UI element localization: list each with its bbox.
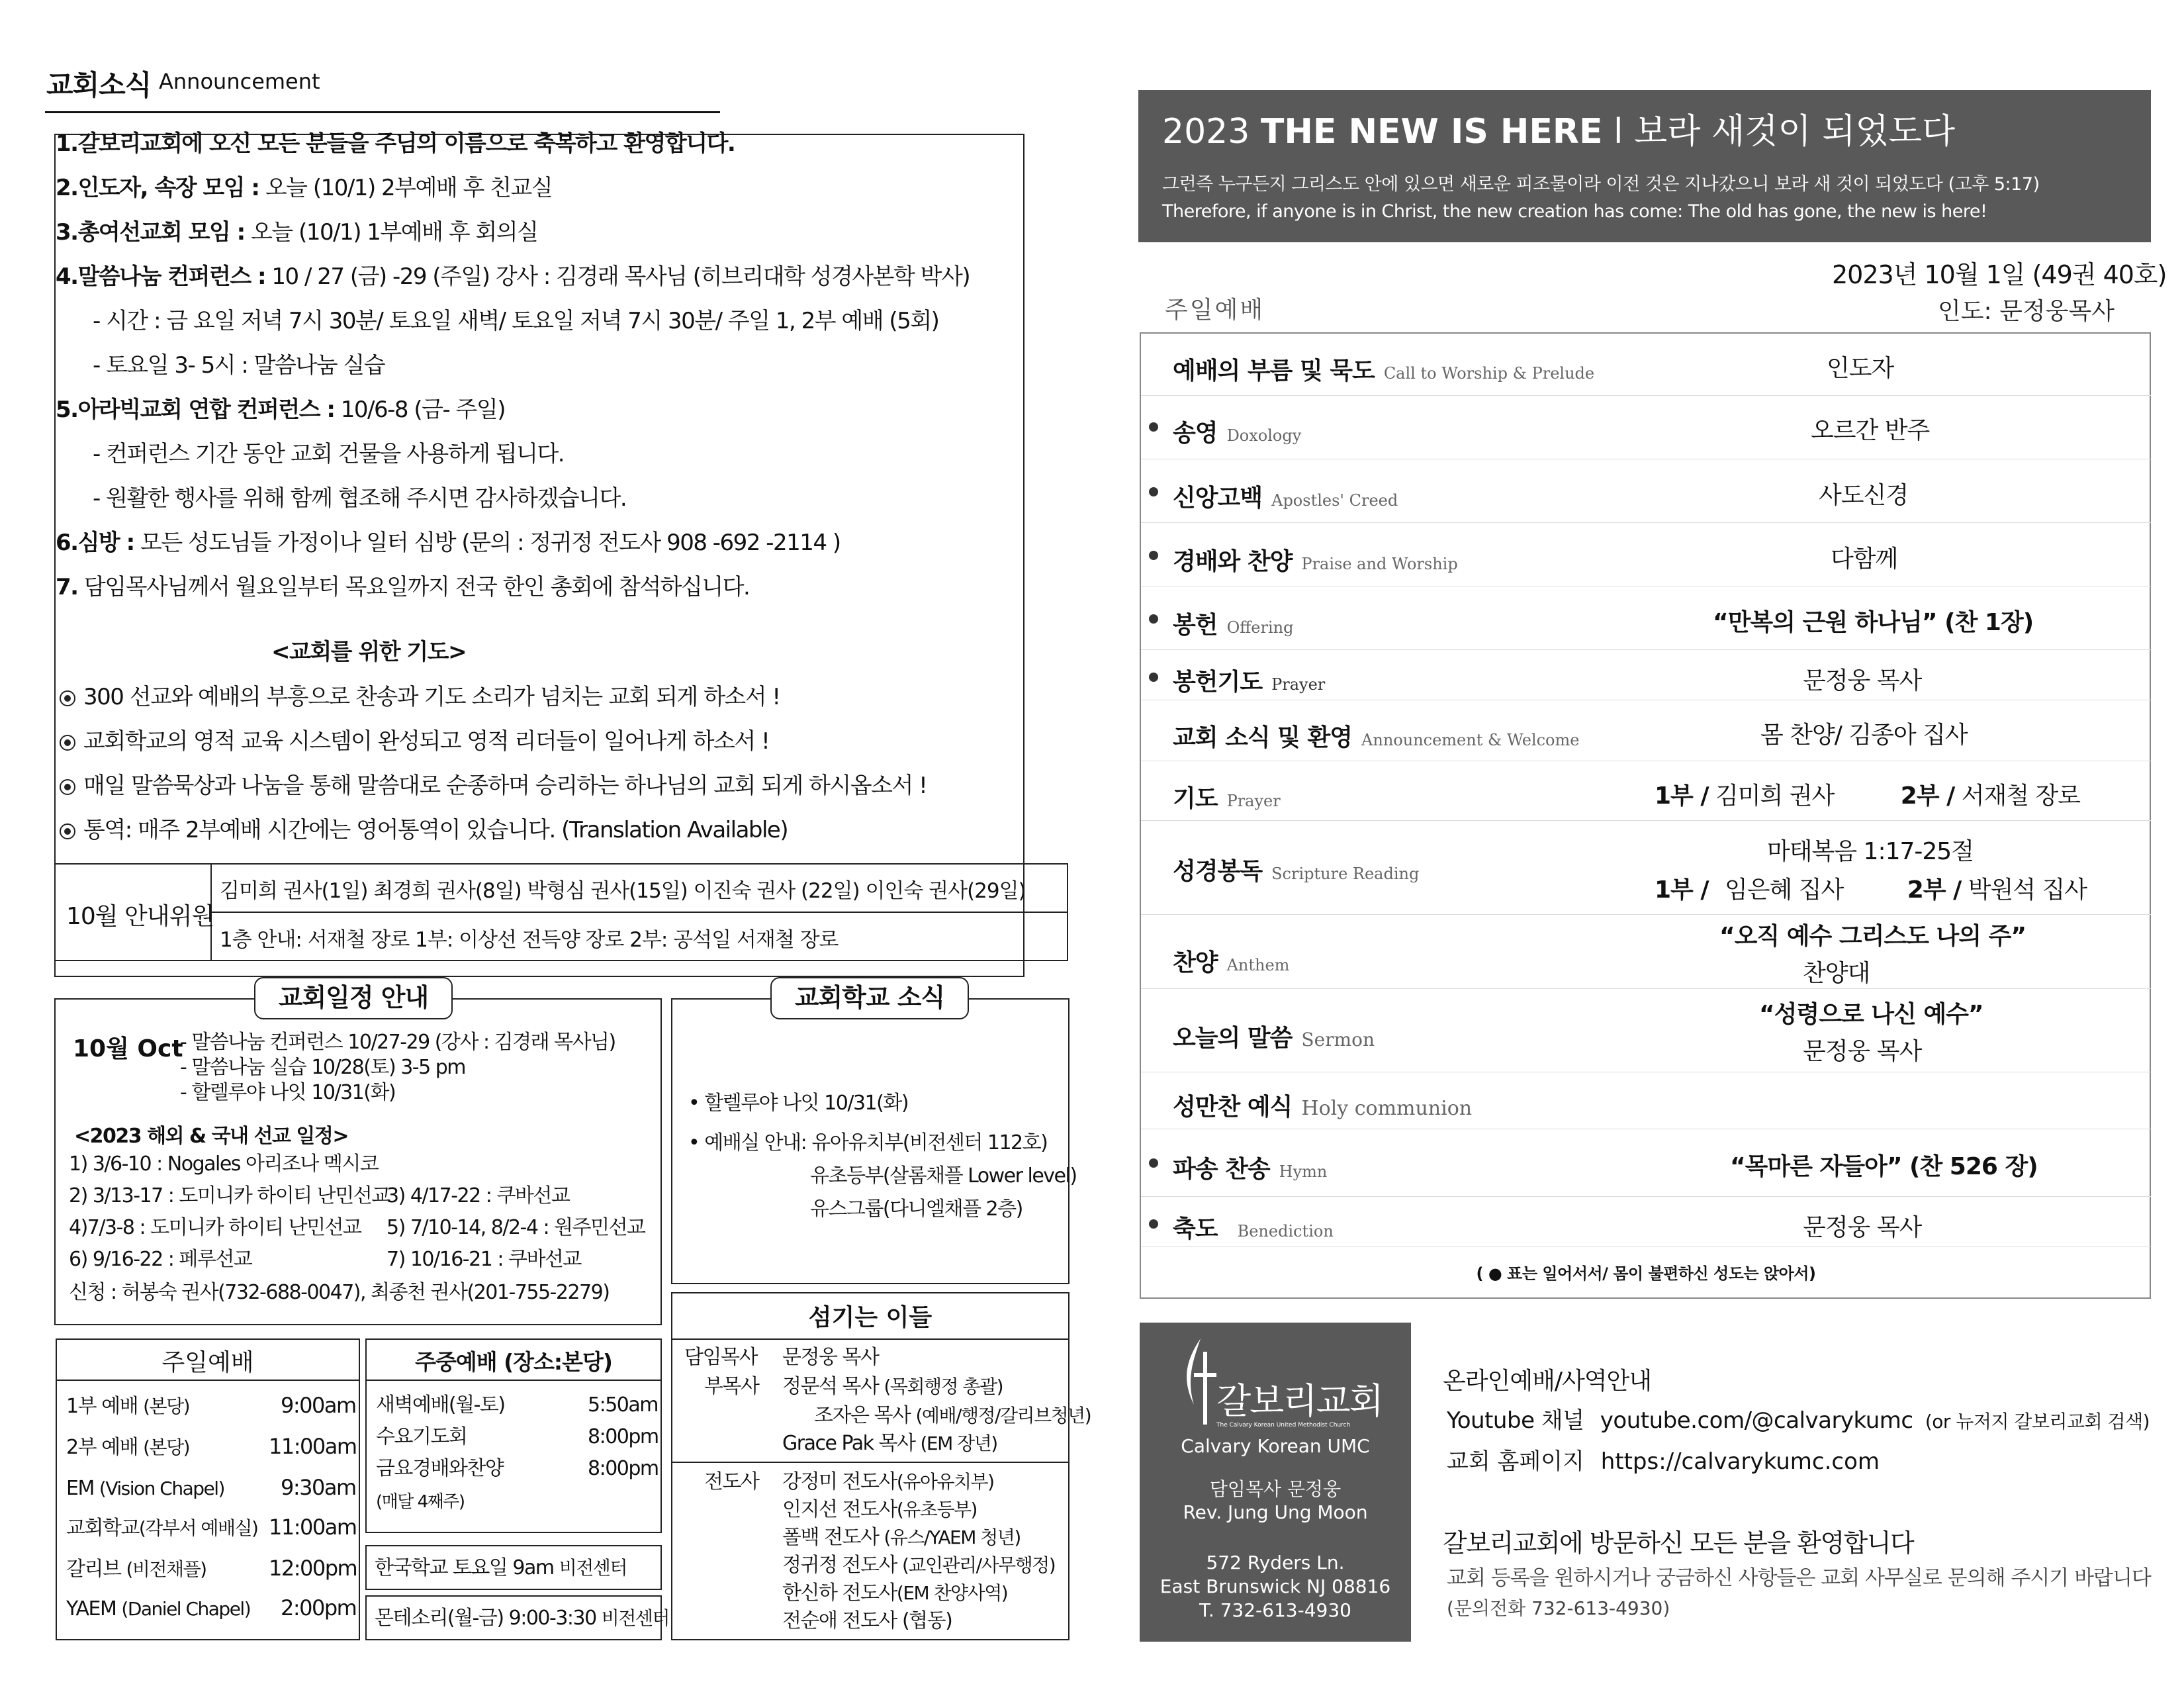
schedule-month: 10월 Oct (73, 1035, 183, 1062)
church-name: Calvary Korean UMC (1181, 1435, 1370, 1457)
pastor-en: Rev. Jung Ung Moon (1183, 1501, 1368, 1523)
order-row (1141, 650, 2151, 700)
service-2-label: 2부 / (1900, 782, 1955, 810)
servant-note: (예배/행정/갈리브청년) (915, 1405, 1091, 1427)
order-en: Call to Worship & Prelude (1383, 364, 1595, 383)
mission-item: 1) 3/6-10 : Nogales 아리조나 멕시코 (69, 1152, 379, 1176)
order-row (1141, 700, 2151, 761)
sunday-time: 11:00am (269, 1434, 357, 1459)
announcement-4-practice (93, 354, 385, 377)
prayer-text: 통역: 매주 2부예배 시간에는 영어통역이 있습니다. (Translation Available) (83, 817, 788, 843)
address-line-1: 572 Ryders Ln. (1206, 1552, 1345, 1573)
weekday-row-time: 8:00pm (588, 1425, 659, 1448)
sunday-time: 9:00am (281, 1393, 356, 1418)
theme-banner (1138, 90, 2151, 242)
order-ko: 파송 찬송 (1173, 1156, 1270, 1183)
order-label (1173, 352, 1594, 386)
sunday-row (66, 1438, 189, 1458)
sunday-row-name: EM (66, 1477, 94, 1500)
servant-note: (유스/YAEM 청년) (884, 1526, 1021, 1548)
announcement-text: 담임목사님께서 월요일부터 목요일까지 전국 한인 총회에 참석하십니다. (83, 574, 750, 600)
youtube-row (1447, 1402, 2150, 1434)
service-1-name: 김미희 권사 (1715, 782, 1835, 810)
order-label (1173, 1019, 1375, 1053)
banner-title-ko: 보라 새것이 되었도다 (1634, 112, 1956, 152)
banner-verse-ko: 그런즉 누구든지 그리스도 안에 있으면 새로운 피조물이라 이전 것은 지나갔으니 보라 새 것이 되었도다 (고후 5:17) (1162, 174, 2040, 195)
sunday-time: 11:00am (269, 1515, 357, 1540)
order-label (1173, 853, 1419, 886)
stand-bullet-icon (1149, 673, 1158, 682)
order-row (1141, 1129, 2151, 1197)
stand-bullet-icon (1149, 1158, 1158, 1168)
online-title: 온라인예배/사역안내 (1443, 1368, 1652, 1395)
announcement-title: 인도자, 속장 모임 : (77, 175, 259, 201)
montessori (375, 1609, 669, 1628)
order-ko: 오늘의 말씀 (1173, 1025, 1293, 1052)
school-item: • 할렐루야 나잇 10/31(화) (688, 1092, 909, 1115)
servant-note: (유아유치부) (896, 1471, 994, 1493)
mission-item: 2) 3/13-17 : 도미니카 하이티 난민선교 (69, 1184, 390, 1207)
announcement-7 (56, 576, 749, 598)
mission-title: <2023 해외 & 국내 선교 일정> (74, 1125, 348, 1148)
bulletin-date: 2023년 10월 1일 (49권 40호) (1832, 260, 2167, 289)
korean-school-place: 비전센터 (559, 1557, 627, 1579)
sunday-row (66, 1599, 250, 1619)
order-en: Offering (1226, 618, 1294, 637)
announcement-3 (56, 221, 537, 244)
order-label (1173, 1210, 1334, 1244)
servants-divider (671, 1338, 1069, 1340)
korean-school (375, 1558, 627, 1578)
servant-name (782, 1528, 1021, 1548)
weekday-divider (365, 1380, 662, 1381)
service-1-name: 임은혜 집사 (1724, 876, 1844, 904)
homepage-row (1447, 1443, 1880, 1476)
announcement-num: 2. (56, 175, 78, 201)
servant-name-text: 전순애 전도사 (협동) (782, 1609, 952, 1632)
order-label (1173, 543, 1458, 577)
sunday-row-place: (각부서 예배실) (138, 1517, 258, 1539)
sunday-time: 2:00pm (281, 1595, 357, 1620)
servants-title: 섬기는 이들 (808, 1304, 933, 1331)
sunday-row-name: 교회학교 (66, 1517, 139, 1540)
order-value: 몸 찬양/ 김종아 집사 (1760, 722, 1968, 749)
announcement-5-a (93, 443, 564, 465)
announcement-5-b (93, 487, 626, 510)
youtube-label: Youtube 채널 (1447, 1407, 1584, 1434)
sunday-time: 9:30am (281, 1475, 356, 1500)
servant-name (782, 1583, 1007, 1603)
school-item: 유스그룹(다니엘채플 2층) (810, 1197, 1023, 1221)
order-row (1141, 989, 2151, 1072)
servant-name (782, 1434, 997, 1454)
servant-name-text: 정문석 목사 (782, 1375, 879, 1398)
order-en: Prayer (1226, 792, 1281, 810)
weekday-row-name: 새벽예배(월-토) (376, 1393, 505, 1417)
announcement-num: 5. (56, 397, 78, 423)
servant-name-text: Grace Pak 목사 (782, 1432, 915, 1455)
mission-item: 5) 7/10-14, 8/2-4 : 원주민선교 (387, 1216, 645, 1239)
prayer-text: 300 선교와 예배의 부흥으로 찬송과 기도 소리가 넘치는 교회 되게 하소서 ! (83, 684, 780, 710)
announcement-title: 심방 : (77, 530, 134, 556)
stand-bullet-icon (1149, 551, 1158, 560)
announcement-header-ko: 교회소식 (46, 69, 152, 101)
order-row (1141, 396, 2151, 459)
announcement-1 (56, 132, 735, 155)
servant-name (814, 1406, 1091, 1426)
order-label (1173, 780, 1281, 814)
announcement-text: 모든 성도님들 가정이나 일터 심방 (문의 : 정귀정 전도사 908 -692 -2114 ) (140, 530, 841, 556)
order-en: Doxology (1226, 426, 1302, 445)
prayer-item (60, 819, 788, 841)
prayer-title: <교회를 위한 기도> (271, 639, 467, 665)
sunday-time: 12:00pm (269, 1556, 357, 1581)
sunday-row-name: 갈리브 (66, 1558, 121, 1581)
order-ko: 축도 (1173, 1215, 1218, 1243)
order-value: 사도신경 (1819, 482, 1909, 509)
order-en: Sermon (1301, 1029, 1375, 1051)
sunday-row-place: (본당) (143, 1395, 190, 1417)
order-label (1173, 663, 1325, 697)
announcement-2 (56, 177, 552, 199)
order-value: 인도자 (1827, 355, 1894, 382)
announcement-text: 10 / 27 (금) -29 (주일) 강사 : 김경래 목사님 (히브리대학 성경사본학 박사) (271, 263, 970, 290)
order-row (1141, 915, 2151, 989)
weekday-row-name: 금요경배와찬양 (376, 1457, 504, 1480)
order-value: 마태복음 1:17-25절 (1767, 838, 1974, 865)
sunday-row-place: (Daniel Chapel) (121, 1598, 251, 1620)
servant-note: (EM 찬양사역) (896, 1582, 1008, 1604)
homepage-label: 교회 홈페이지 (1447, 1448, 1584, 1475)
announcement-text: 오늘 (10/1) 1부예배 후 회의실 (251, 219, 538, 246)
announcement-text: - 토요일 3- 5시 : 말씀나눔 실습 (93, 352, 385, 379)
servant-note: (목회행정 총괄) (884, 1376, 1003, 1397)
order-value: 문정웅 목사 (1803, 667, 1922, 694)
sunday-divider (56, 1380, 360, 1381)
mission-item: 6) 9/16-22 : 페루선교 (69, 1248, 252, 1271)
school-item: • 예배실 안내: 유아유치부(비전센터 112호) (688, 1131, 1048, 1154)
mission-item: 4)7/3-8 : 도미니카 하이티 난민선교 (69, 1216, 361, 1239)
servant-name-text: 정귀정 전도사 (782, 1554, 897, 1577)
logo-text-ko: 갈보리교회 (1216, 1380, 1383, 1422)
order-en: Apostles' Creed (1271, 491, 1398, 510)
banner-year: 2023 (1162, 112, 1250, 152)
order-label (1173, 606, 1293, 640)
ushers-row-2: 1층 안내: 서재철 장로 1부: 이상선 전득양 장로 2부: 공석일 서재철 장로 (220, 928, 839, 952)
announcement-num: 4. (56, 263, 78, 290)
ushers-label: 10월 안내위원 (66, 903, 214, 930)
announcement-title: 총여선교회 모임 : (77, 219, 245, 246)
servant-name (782, 1377, 1003, 1397)
address-line-2: East Brunswick NJ 08816 (1160, 1575, 1391, 1597)
order-label (1173, 719, 1579, 753)
order-ko: 봉헌 (1173, 612, 1218, 639)
announcement-text: 10/6-8 (금- 주일) (340, 397, 505, 423)
stand-note: ( ● 표는 일어서서/ 몸이 불편하신 성도는 앉아서) (1476, 1264, 1816, 1283)
sunday-row-place: (Vision Chapel) (99, 1477, 224, 1499)
servant-name-text: 조자은 목사 (814, 1404, 911, 1427)
church-card (1140, 1323, 1411, 1642)
servant-name-text: 강정미 전도사 (782, 1470, 897, 1493)
announcement-title: 말씀나눔 컨퍼런스 : (77, 263, 266, 290)
order-en: Announcement & Welcome (1361, 731, 1580, 749)
service-1-label: 1부 / (1655, 876, 1709, 904)
order-ko: 봉헌기도 (1173, 669, 1263, 696)
sunday-row (66, 1560, 206, 1579)
order-ko: 교회 소식 및 환영 (1173, 724, 1353, 751)
target-icon (60, 690, 75, 706)
announcement-4-time (93, 310, 938, 332)
prayer-assignments (1655, 777, 2080, 811)
servant-name-text: 인지선 전도사 (782, 1498, 897, 1521)
sunday-row (66, 1479, 224, 1499)
banner-title-en: THE NEW IS HERE (1260, 112, 1603, 152)
order-row (1141, 821, 2151, 915)
order-en: Anthem (1226, 956, 1290, 974)
prayer-item (60, 730, 769, 753)
weekday-row-name: 수요기도회 (376, 1425, 467, 1448)
sunday-title: 주일예배 (161, 1349, 254, 1376)
servant-role: 담임목사 (684, 1346, 757, 1369)
order-en: Scripture Reading (1271, 865, 1420, 883)
youtube-link[interactable]: youtube.com/@calvarykumc (1600, 1407, 1913, 1434)
order-en: Prayer (1271, 675, 1326, 694)
announcement-num: 3. (56, 219, 78, 246)
stand-bullet-icon (1149, 422, 1158, 432)
mission-signup: 신청 : 허봉숙 권사(732-688-0047), 최종천 권사(201-755-2279) (69, 1281, 610, 1304)
order-row (1141, 1072, 2151, 1129)
schedule-title: 교회일정 안내 (254, 977, 453, 1019)
order-ko: 송영 (1173, 420, 1218, 447)
worship-leader: 인도: 문정웅목사 (1938, 298, 2115, 325)
announcement-text: 오늘 (10/1) 2부예배 후 친교실 (265, 175, 553, 201)
announcement-text: - 시간 : 금 요일 저녁 7시 30분/ 토요일 새벽/ 토요일 저녁 7시 30분/ 주일 1, 2부 예배 (5회) (93, 308, 939, 334)
order-en: Hymn (1279, 1162, 1328, 1181)
servant-note: (유초등부) (896, 1499, 977, 1521)
sermon-sub: 문정웅 목사 (1803, 1038, 1922, 1065)
order-row (1141, 761, 2151, 821)
school-title: 교회학교 소식 (770, 977, 969, 1019)
montessori-text: 몬테소리(월-금) 9:00-3:30 (375, 1607, 596, 1630)
order-en: Praise and Worship (1301, 555, 1458, 573)
order-row (1141, 334, 2151, 396)
schedule-item: - 말씀나눔 실습 10/28(토) 3-5 pm (180, 1056, 465, 1079)
school-item: 유초등부(살롬채플 Lower level) (810, 1164, 1077, 1188)
sunday-row (66, 1519, 257, 1538)
announcement-num: 7. (56, 574, 78, 600)
servant-name (782, 1472, 994, 1492)
target-icon (60, 779, 75, 795)
order-ko: 찬양 (1173, 949, 1218, 976)
announcement-text: - 컨퍼런스 기간 동안 교회 건물을 사용하게 됩니다. (93, 441, 565, 467)
stand-bullet-icon (1149, 614, 1158, 624)
banner-verse-en: Therefore, if anyone is in Christ, the new creation has come: The old has gone, the new is here! (1162, 201, 1987, 222)
weekday-title: 주중예배 (장소:본당) (415, 1349, 612, 1375)
order-label (1173, 1150, 1327, 1184)
prayer-item (60, 686, 780, 708)
prayer-item (60, 774, 927, 797)
prayer-text: 교회학교의 영적 교육 시스템이 완성되고 영적 리더들이 일어나게 하소서 ! (83, 728, 770, 755)
order-ko: 신앙고백 (1173, 485, 1263, 512)
order-value: “성령으로 나신 예수” (1759, 1001, 1983, 1028)
order-ko: 예배의 부름 및 묵도 (1173, 357, 1375, 385)
announcement-title: 갈보리교회에 오신 모든 분들을 주님의 이름으로 축복하고 환영합니다. (77, 130, 735, 157)
target-icon (60, 735, 75, 751)
order-value: 오르간 반주 (1811, 417, 1930, 444)
welcome-title: 갈보리교회에 방문하신 모든 분을 환영합니다 (1443, 1528, 1914, 1558)
order-row (1141, 1197, 2151, 1247)
anthem-sub: 찬양대 (1803, 960, 1870, 987)
servant-role: 부목사 (704, 1375, 759, 1398)
mission-item: 3) 4/17-22 : 쿠바선교 (387, 1184, 570, 1207)
announcement-title: 아라빅교회 연합 컨퍼런스 : (77, 397, 335, 423)
ushers-divider-h (210, 912, 1068, 913)
logo-text-en: The Calvary Korean United Methodist Church (1216, 1422, 1351, 1429)
church-phone: T. 732-613-4930 (1199, 1599, 1351, 1621)
servant-name-text: 문정웅 목사 (782, 1346, 879, 1369)
announcement-num: 1. (56, 130, 78, 157)
korean-school-text: 한국학교 토요일 9am (375, 1556, 554, 1579)
order-label (1173, 1088, 1472, 1122)
sunday-row-name: 1부 예배 (66, 1395, 138, 1418)
order-row (1141, 586, 2151, 650)
youtube-note: (or 뉴저지 갈보리교회 검색) (1925, 1411, 2150, 1432)
service-2-name: 서재철 장로 (1961, 782, 2081, 810)
order-label (1173, 479, 1398, 513)
order-value: “목마른 자들아” (찬 526 장) (1730, 1153, 2038, 1180)
target-icon (60, 823, 75, 839)
order-ko: 성경봉독 (1173, 858, 1263, 885)
weekday-note: (매달 4째주) (376, 1492, 465, 1512)
servant-name-text: 한신하 전도사 (782, 1581, 897, 1605)
servant-role: 전도사 (704, 1470, 759, 1493)
announcement-5 (56, 399, 505, 421)
order-value: “오직 예수 그리스도 나의 주” (1719, 923, 2026, 950)
servants-divider (671, 1462, 1069, 1463)
banner-title (1162, 103, 1955, 153)
order-en: Benediction (1237, 1222, 1334, 1241)
servant-name (782, 1500, 977, 1520)
servant-name (782, 1556, 1055, 1575)
order-row (1141, 523, 2151, 586)
servant-name (782, 1611, 952, 1631)
order-label (1173, 414, 1301, 448)
sunday-row (66, 1397, 189, 1417)
service-2-label: 2부 / (1907, 876, 1962, 904)
sunday-row-place: (비전채플) (126, 1558, 206, 1580)
banner-separator: l (1614, 112, 1623, 152)
schedule-item: - 할렐루야 나잇 10/31(화) (180, 1081, 396, 1104)
announcement-text: - 원활한 행사를 위해 함께 협조해 주시면 감사하겠습니다. (93, 485, 627, 512)
ushers-row-1: 김미희 권사(1일) 최경희 권사(8일) 박형심 권사(15일) 이진숙 권사 (22일) 이인숙 권사(29일) (220, 879, 1026, 903)
servant-note: (교인관리/사무행정) (901, 1554, 1056, 1576)
mission-item: 7) 10/16-21 : 쿠바선교 (387, 1248, 581, 1271)
announcement-num: 6. (56, 530, 78, 556)
service-1-label: 1부 / (1655, 782, 1709, 810)
prayer-text: 매일 말씀묵상과 나눔을 통해 말씀대로 순종하며 승리하는 하나님의 교회 되게 하시옵소서 ! (83, 773, 927, 799)
announcement-6 (56, 532, 841, 554)
stand-bullet-icon (1149, 487, 1158, 496)
weekday-row-time: 5:50am (588, 1393, 658, 1417)
order-en: Holy communion (1301, 1097, 1473, 1120)
stand-bullet-icon (1149, 1219, 1158, 1229)
servant-name-text: 폴백 전도사 (782, 1526, 879, 1549)
order-ko: 성만찬 예식 (1173, 1094, 1293, 1121)
sunday-row-place: (본당) (143, 1436, 190, 1458)
order-value: 문정웅 목사 (1803, 1214, 1922, 1241)
sunday-row-name: YAEM (66, 1597, 116, 1620)
homepage-link[interactable]: https://calvarykumc.com (1600, 1448, 1880, 1475)
sunday-row-name: 2부 예배 (66, 1436, 138, 1459)
order-value: “만복의 근원 하나님” (찬 1장) (1713, 609, 2034, 636)
order-label (1173, 944, 1289, 978)
order-row (1141, 459, 2151, 523)
service-2-name: 박원석 집사 (1968, 876, 2087, 904)
welcome-text: 교회 등록을 원하시거나 궁금하신 사항들은 교회 사무실로 문의해 주시기 바랍니다 (1447, 1566, 2151, 1590)
reading-assignments (1655, 871, 2087, 905)
announcement-4 (56, 265, 970, 288)
schedule-item: - 말씀나눔 컨퍼런스 10/27-29 (강사 : 김경래 목사님) (180, 1031, 615, 1054)
pastor-ko: 담임목사 문정웅 (1209, 1478, 1342, 1500)
servant-note: (EM 장년) (920, 1432, 997, 1454)
montessori-place: 비전센터 (601, 1607, 669, 1629)
worship-label: 주일예배 (1165, 297, 1265, 324)
order-value: 다함께 (1831, 545, 1898, 573)
order-ko: 경배와 찬양 (1173, 548, 1293, 575)
order-ko: 기도 (1173, 785, 1218, 812)
weekday-row-time: 8:00pm (588, 1457, 659, 1480)
announcement-header-en: Announcement (159, 69, 320, 94)
announcement-header (45, 61, 720, 113)
servant-name (782, 1348, 878, 1368)
welcome-phone: (문의전화 732-613-4930) (1447, 1597, 1670, 1619)
